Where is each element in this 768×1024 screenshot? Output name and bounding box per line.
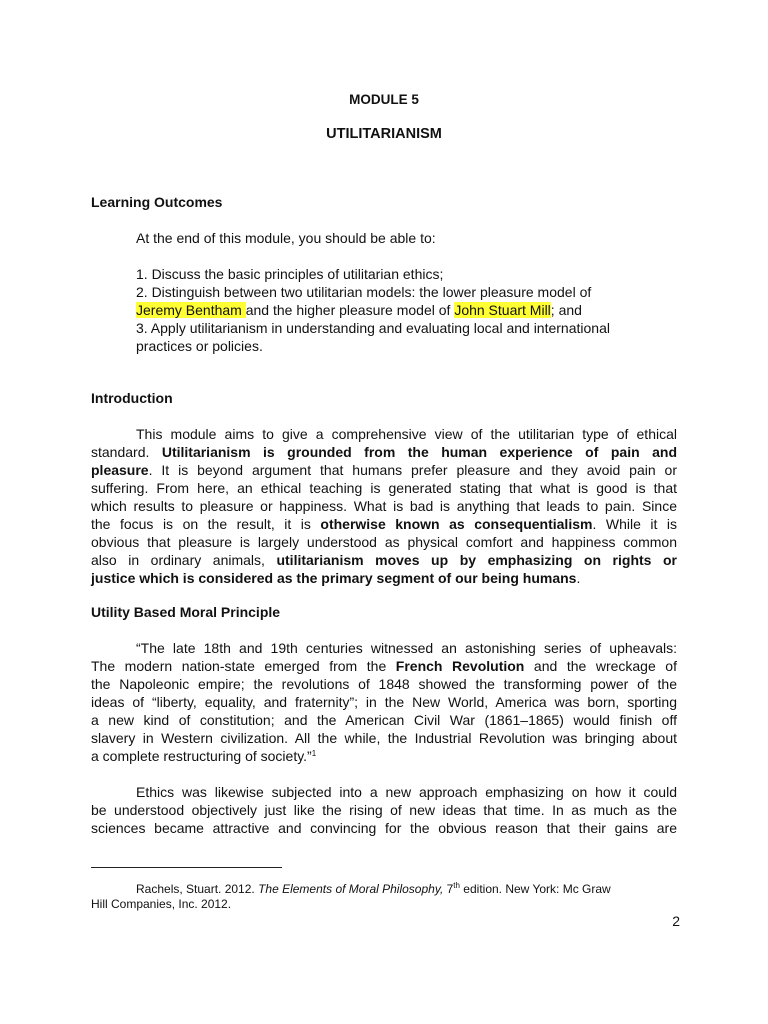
- outcome-item-3-cont: practices or policies.: [136, 338, 263, 354]
- module-number: MODULE 5: [349, 92, 419, 107]
- utility-heading: Utility Based Moral Principle: [91, 604, 281, 620]
- footnote-text: Rachels, Stuart. 2012. The Elements of Moral Philosophy, 7th edition. New York: Mc Graw Hill Companies, Inc. 2012.: [91, 881, 611, 911]
- utility-quote-paragraph: “The late 18th and 19th centuries witnessed an astonishing series of upheavals: The modern nation-state emerged from the French Revolution and the wreckage of the Napoleonic empire; the revolutions of 1848 showed the transforming power of the ideas of “liberty, equality, and fraternity”; in the New World, America was born, sporting a new kind of constitution; and the American Civil War (1861–1865) would finish off slavery in Western civilization. All the while, the Industrial Revolution was bringing about a complete restructuring of society.”$^1$: [91, 640, 677, 764]
- outcome-item-3: 3. Apply utilitarianism in understanding and evaluating local and international: [136, 320, 610, 336]
- footnote-ref: 1: [311, 749, 317, 758]
- utility-ethics-paragraph: Ethics was likewise subjected into a new approach emphasizing on how it could be understood objectively just like the rising of new ideas that time. In as much as the sciences became attractive and convincing for the obvious reason that their gains are: [91, 784, 677, 836]
- page-number: 2: [672, 913, 680, 929]
- learning-outcomes-heading: Learning Outcomes: [91, 194, 223, 210]
- outcome-item-2-cont: Jeremy Bentham and the higher pleasure model of John Stuart Mill; and: [136, 302, 582, 318]
- highlight-bentham: Jeremy Bentham: [136, 302, 246, 318]
- outcome-item-1: 1. Discuss the basic principles of utilitarian ethics;: [136, 266, 444, 282]
- learning-outcomes-list: [91, 265, 677, 355]
- introduction-heading: Introduction: [91, 390, 173, 406]
- introduction-paragraph: This module aims to give a comprehensive view of the utilitarian type of ethical standard. Utilitarianism is grounded from the human experience of pain and pleasure. It is beyond argument that humans prefer pleasure and they avoid pain or suffering. From here, an ethical teaching is generated stating that what is good is that which results to pleasure or happiness. What is bad is anything that leads to pain. Since the focus is on the result, it is otherwise known as consequentialism. While it is obvious that pleasure is largely understood as physical comfort and happiness common also in ordinary animals, utilitarianism moves up by emphasizing on rights or justice which is considered as the primary segment of our being humans.: [91, 426, 677, 586]
- footnote-separator: [91, 867, 282, 868]
- outcome-item-2: 2. Distinguish between two utilitarian models: the lower pleasure model of: [136, 284, 592, 300]
- module-title: UTILITARIANISM: [326, 126, 442, 142]
- highlight-mill: John Stuart Mill: [454, 302, 551, 318]
- learning-outcomes-intro: At the end of this module, you should be able to:: [136, 230, 436, 246]
